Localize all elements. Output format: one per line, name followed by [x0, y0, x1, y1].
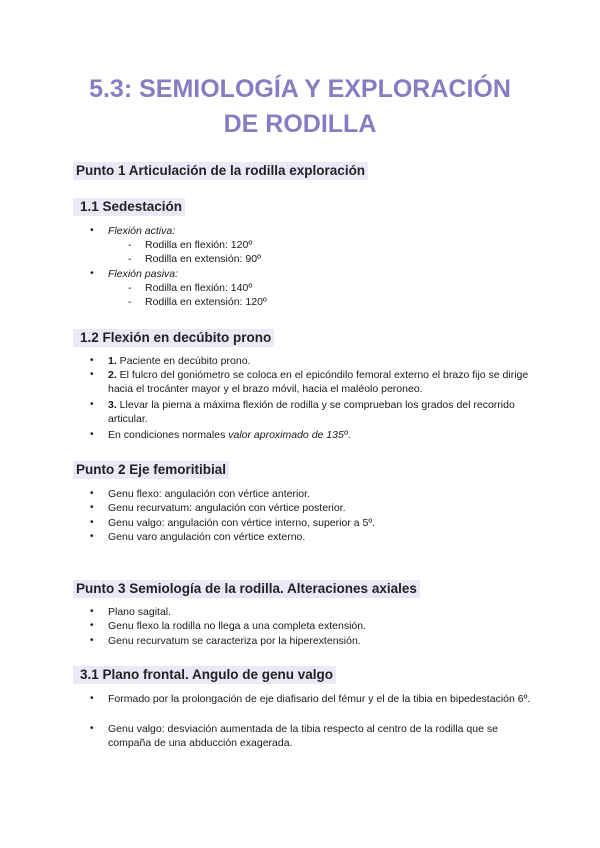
list-item: • Genu valgo: desviación aumentada de la tibia respecto al centro de la rodilla que se compaña de una abducción exagerada. — [108, 722, 533, 750]
list-number: 2. — [108, 369, 117, 381]
list-text-italic: valor aproximado de 135º — [228, 429, 348, 441]
list-item: • Genu recurvatum se caracteriza por la hiperextensión. — [108, 634, 533, 648]
list-item — [108, 354, 533, 368]
list-item: • Flexión pasiva: — [108, 267, 533, 281]
list-item: • Genu valgo: angulación con vértice interno, superior a 5º. — [108, 516, 533, 530]
list-item: • Genu flexo: angulación con vértice anterior. — [108, 487, 533, 501]
subsection-heading-1-2: 1.2 Flexión en decúbito prono — [73, 329, 274, 347]
subsection-heading-3-1: 3.1 Plano frontal. Angulo de genu valgo — [73, 666, 336, 684]
sub-list-item: - Rodilla en flexión: 140º — [145, 281, 252, 295]
list-text: Paciente en decúbito prono. — [116, 355, 251, 367]
section-heading-punto-3: Punto 3 Semiología de la rodilla. Alteraciones axiales — [73, 580, 420, 598]
list-item — [108, 428, 533, 442]
page-title-line1: 5.3: SEMIOLOGÍA Y EXPLORACIÓN — [89, 75, 511, 103]
section-heading-punto-2: Punto 2 Eje femoritibial — [73, 461, 229, 479]
sub-list-item: - Rodilla en extensión: 90º — [145, 252, 261, 266]
list-item: • Genu recurvatum: angulación con vértice posterior. — [108, 501, 533, 515]
list-item: • Genu varo angulación con vértice externo. — [108, 530, 533, 544]
list-item — [108, 398, 533, 426]
list-number: 3. — [108, 399, 117, 411]
list-text: El fulcro del goniómetro se coloca en el epicóndilo femoral externo el brazo fijo se dirige hacia el trocánter mayor y el brazo móvil, hacia el maléolo peroneo. — [108, 369, 529, 395]
list-text: En condiciones normales — [108, 429, 229, 441]
list-item: • Flexión activa: — [108, 224, 533, 238]
list-item — [108, 368, 533, 396]
list-text: Llevar la pierna a máxima flexión de rodilla y se comprueban los grados del recorrido articular. — [108, 399, 515, 425]
subsection-heading-1-1: 1.1 Sedestación — [73, 198, 185, 216]
list-item: • Genu flexo la rodilla no llega a una completa extensión. — [108, 619, 533, 633]
page-title-line2: DE RODILLA — [223, 110, 377, 138]
sub-list-item: - Rodilla en extensión: 120º — [145, 295, 267, 309]
section-heading-punto-1: Punto 1 Articulación de la rodilla exploración — [73, 162, 368, 180]
list-number: 1. — [108, 355, 117, 367]
list-item: • Plano sagital. — [108, 605, 533, 619]
list-item: • Formado por la prolongación de eje diafisario del fémur y el de la tibia en bipedestación 6º. — [108, 692, 533, 706]
list-text: . — [347, 429, 351, 441]
sub-list-item: - Rodilla en flexión: 120º — [145, 238, 252, 252]
